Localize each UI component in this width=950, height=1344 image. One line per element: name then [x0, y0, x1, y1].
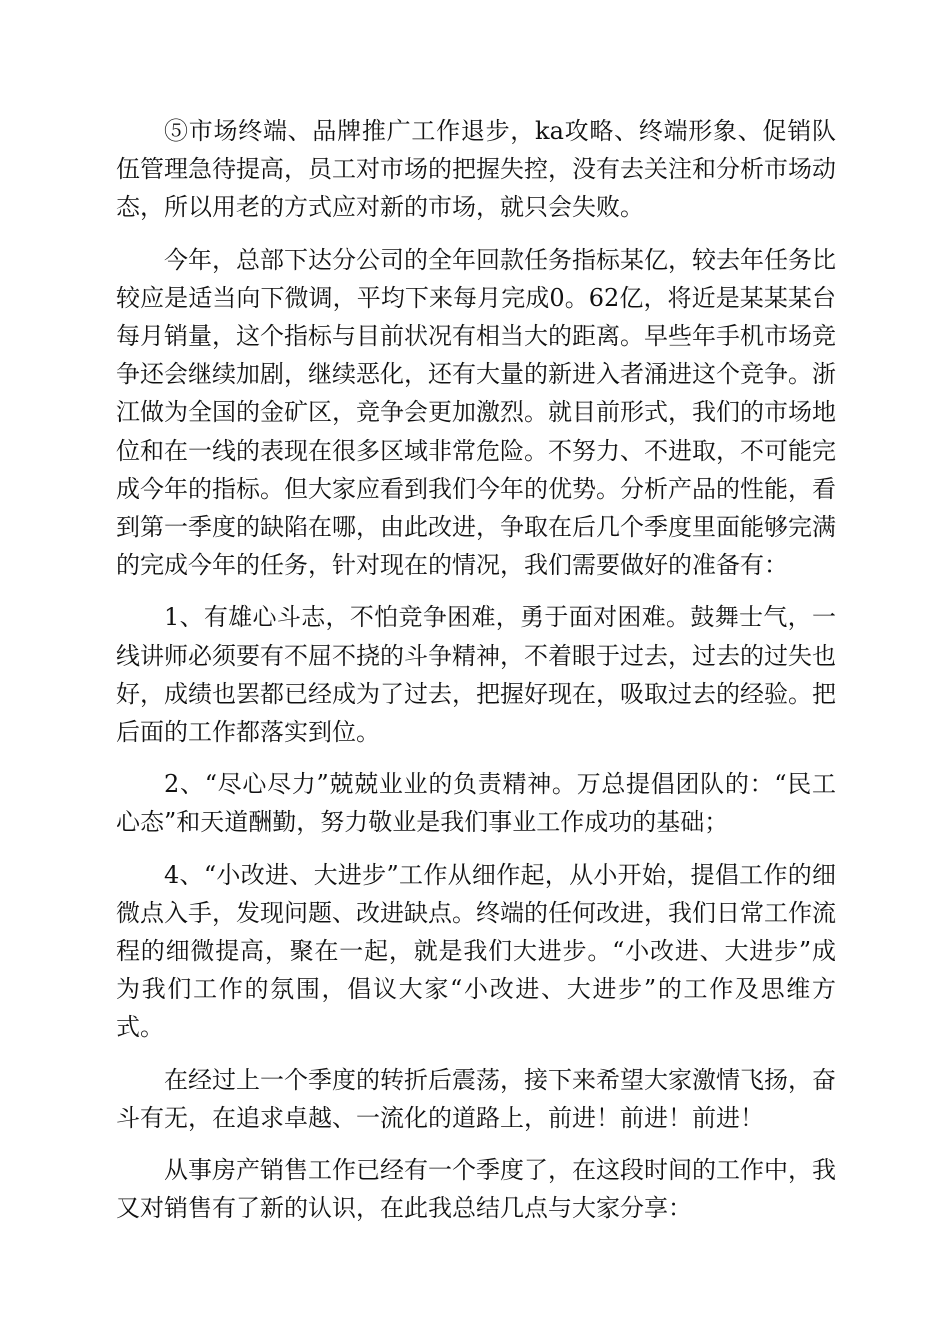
paragraph-market-terminal: ⑤市场终端、品牌推广工作退步，ka攻略、终端形象、促销队伍管理急待提高，员工对市场的把握失控，没有去关注和分析市场动态，所以用老的方式应对新的市场，就只会失败。 [116, 117, 836, 222]
paragraph-annual-target: 今年，总部下达分公司的全年回款任务指标某亿，较去年任务比较应是适当向下微调，平均下来每月完成0。62亿，将近是某某某台每月销量，这个指标与目前状况有相当大的距离。早些年手机市场竞争还会继续加剧，继续恶化，还有大量的新进入者涌进这个竞争。浙江做为全国的金矿区，竞争会更加激烈。就目前形式，我们的市场地位和在一线的表现在很多区域非常危险。不努力、不进取，不可能完成今年的指标。但大家应看到我们今年的优势。分析产品的性能，看到第一季度的缺陷在哪，由此改进，争取在后几个季度里面能够完满的完成今年的任务，针对现在的情况，我们需要做好的准备有： [116, 245, 836, 580]
paragraph-point-4: 4、“小改进、大进步”工作从细作起，从小开始，提倡工作的细微点入手，发现问题、改进缺点。终端的任何改进，我们日常工作流程的细微提高，聚在一起，就是我们大进步。“小改进、大进步”成为我们工作的氛围，倡议大家“小改进、大进步”的工作及思维方式。 [116, 860, 836, 1042]
paragraph-real-estate-intro: 从事房产销售工作已经有一个季度了，在这段时间的工作中，我又对销售有了新的认识，在此我总结几点与大家分享： [116, 1156, 836, 1223]
document-body [116, 112, 836, 1241]
paragraph-point-2: 2、“尽心尽力”兢兢业业的负责精神。万总提倡团队的：“民工心态”和天道酬勤，努力敬业是我们事业工作成功的基础； [116, 770, 836, 837]
paragraph-closing: 在经过上一个季度的转折后震荡，接下来希望大家激情飞扬，奋斗有无，在追求卓越、一流化的道路上，前进！前进！前进！ [116, 1065, 836, 1132]
paragraph-point-1: 1、有雄心斗志，不怕竞争困难，勇于面对困难。鼓舞士气，一线讲师必须要有不屈不挠的斗争精神，不着眼于过去，过去的过失也好，成绩也罢都已经成为了过去，把握好现在，吸取过去的经验。把后面的工作都落实到位。 [116, 603, 836, 747]
